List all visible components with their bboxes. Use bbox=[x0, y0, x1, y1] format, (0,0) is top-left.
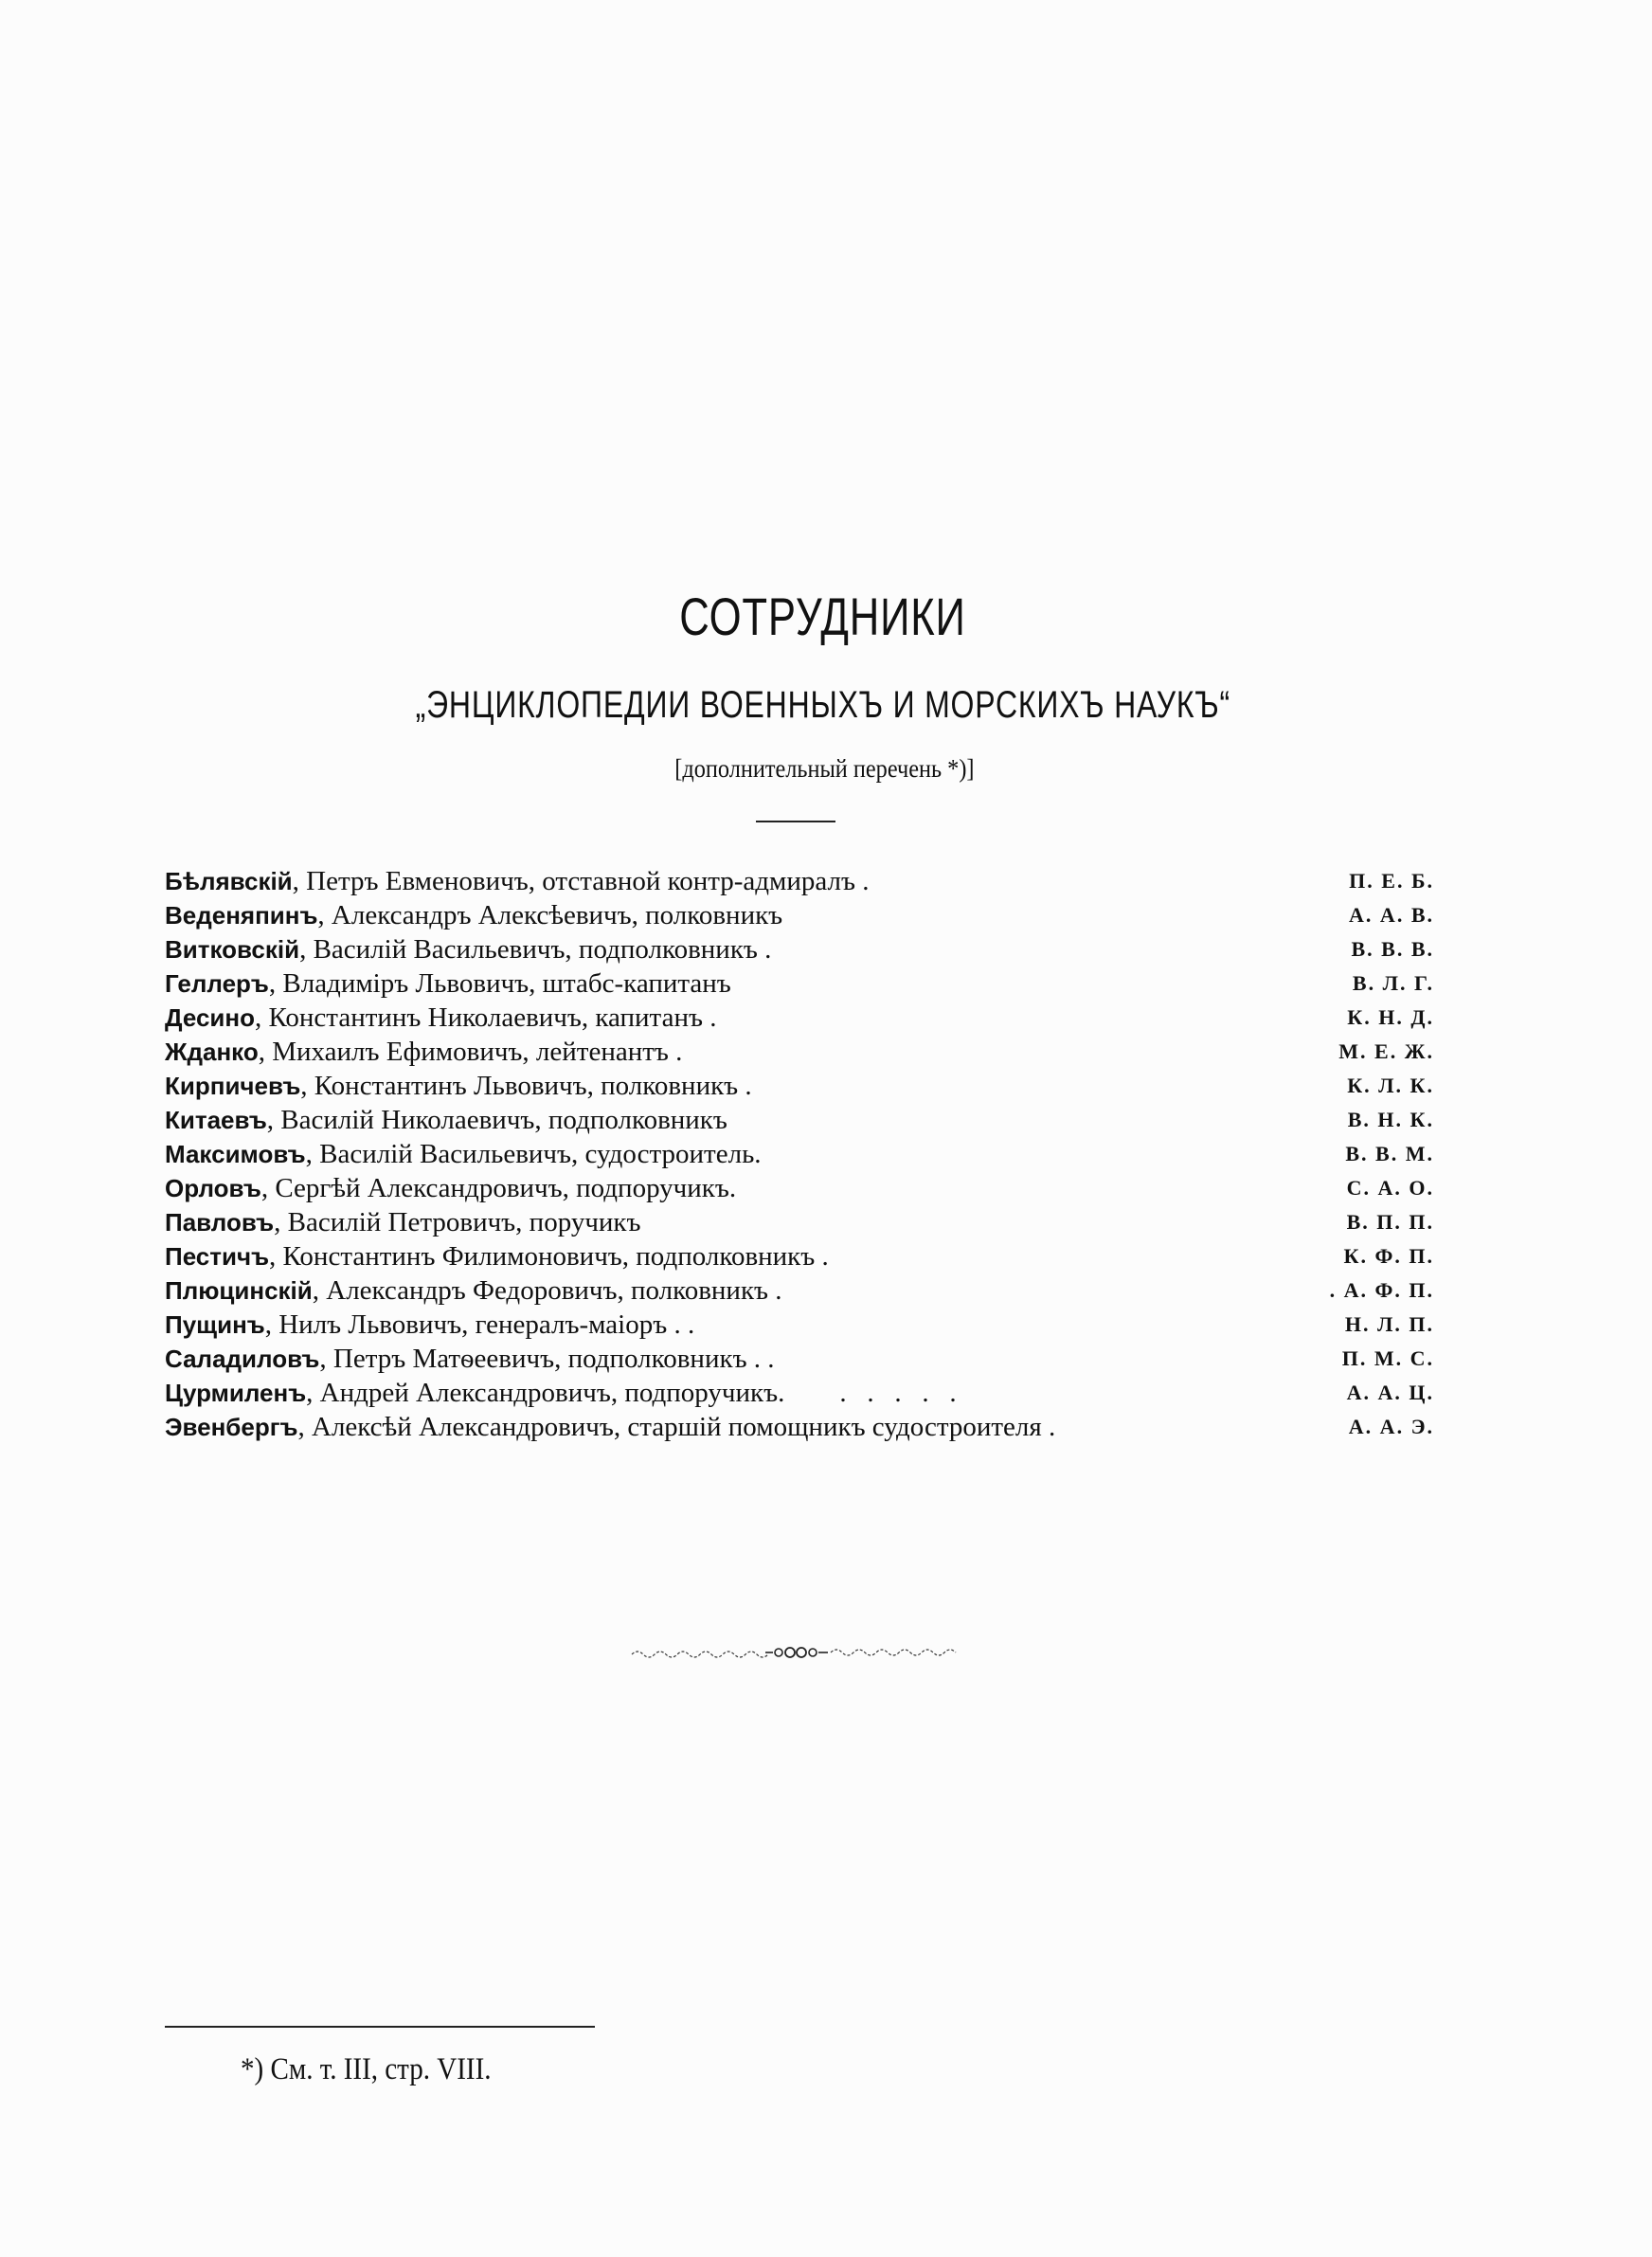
contributor-initials: А. А. Ц. bbox=[1346, 1381, 1434, 1404]
contributor-details: , Нилъ Львовичъ, генералъ-маіоръ . . bbox=[264, 1309, 695, 1340]
list-item bbox=[165, 1137, 1434, 1171]
contributor-surname: Веденяпинъ bbox=[165, 901, 318, 930]
contributor-initials: В. Н. К. bbox=[1347, 1108, 1434, 1131]
contributor-details: , Василій Николаевичъ, подполковникъ bbox=[266, 1105, 727, 1135]
list-item bbox=[165, 1035, 1434, 1069]
page-title: СОТРУДНИКИ bbox=[679, 587, 966, 646]
contributor-details: , Михаилъ Ефимовичъ, лейтенантъ . bbox=[258, 1037, 683, 1067]
contributor-initials: С. А. О. bbox=[1346, 1176, 1434, 1200]
contributor-details: , Петръ Матѳеевичъ, подполковникъ . . bbox=[319, 1344, 775, 1374]
list-item bbox=[165, 966, 1434, 1001]
contributor-surname: Эвенбергъ bbox=[165, 1413, 298, 1441]
ornament-divider bbox=[627, 1641, 968, 1664]
contributor-initials: А. А. В. bbox=[1349, 903, 1434, 927]
list-item bbox=[165, 1376, 1434, 1410]
list-item bbox=[165, 1239, 1434, 1273]
contributor-surname: Павловъ bbox=[165, 1208, 275, 1237]
contributor-surname: Саладиловъ bbox=[165, 1345, 320, 1373]
contributor-details: , Константинъ Филимоновичъ, подполковникъ . bbox=[269, 1241, 829, 1272]
contributor-details: , Алексѣй Александровичъ, старшій помощникъ судостроителя . bbox=[297, 1412, 1056, 1442]
title-divider bbox=[756, 821, 835, 822]
contributor-surname: Плюцинскій bbox=[165, 1276, 313, 1305]
contributor-initials: В. П. П. bbox=[1346, 1210, 1434, 1234]
contributor-details: , Петръ Евменовичъ, отставной контр-адмиралъ . bbox=[292, 866, 870, 896]
contributor-initials: К. Ф. П. bbox=[1343, 1244, 1434, 1268]
list-note: [дополнительный перечень *)] bbox=[674, 754, 975, 783]
contributor-initials: К. Н. Д. bbox=[1347, 1005, 1434, 1029]
list-item bbox=[165, 1171, 1434, 1205]
contributor-details: , Александръ Алексѣевичъ, полковникъ bbox=[317, 900, 783, 930]
contributor-surname: Пестичъ bbox=[165, 1242, 270, 1271]
footnote: *) См. т. III, стр. VIII. bbox=[241, 2052, 492, 2086]
footnote-divider bbox=[165, 2026, 595, 2028]
contributor-details: , Константинъ Николаевичъ, капитанъ . bbox=[255, 1002, 717, 1033]
contributor-surname: Десино bbox=[165, 1003, 255, 1032]
contributor-surname: Витковскій bbox=[165, 935, 300, 964]
contributor-initials: В. Л. Г. bbox=[1352, 971, 1434, 995]
list-item bbox=[165, 1205, 1434, 1239]
contributor-initials: П. Е. Б. bbox=[1349, 869, 1434, 893]
contributors-list bbox=[165, 864, 1434, 1444]
contributor-initials: М. Е. Ж. bbox=[1338, 1039, 1434, 1063]
contributor-details: , Василій Петровичъ, поручикъ bbox=[274, 1207, 641, 1237]
contributor-details: , Андрей Александровичъ, подпоручикъ. . . . . . bbox=[306, 1378, 957, 1408]
contributor-surname: Цурмиленъ bbox=[165, 1379, 307, 1407]
page-subtitle: „ЭНЦИКЛОПЕДИИ ВОЕННЫХЪ И МОРСКИХЪ НАУКЪ“ bbox=[415, 684, 1230, 726]
contributor-initials: В. В. М. bbox=[1345, 1142, 1434, 1165]
contributor-surname: Максимовъ bbox=[165, 1140, 306, 1168]
contributor-initials: П. М. С. bbox=[1341, 1346, 1434, 1370]
contributor-initials: . А. Ф. П. bbox=[1329, 1278, 1434, 1302]
list-item bbox=[165, 1069, 1434, 1103]
contributor-initials: Н. Л. П. bbox=[1344, 1312, 1434, 1336]
contributor-surname: Геллеръ bbox=[165, 969, 269, 998]
contributor-surname: Бѣлявскій bbox=[165, 867, 293, 895]
contributor-initials: К. Л. К. bbox=[1347, 1074, 1434, 1097]
contributor-details: , Владиміръ Львовичъ, штабс-капитанъ bbox=[268, 968, 731, 999]
contributor-surname: Китаевъ bbox=[165, 1106, 267, 1134]
contributor-surname: Пущинъ bbox=[165, 1310, 265, 1339]
contributor-details: , Василій Васильевичъ, подполковникъ . bbox=[299, 934, 772, 965]
list-item bbox=[165, 1103, 1434, 1137]
contributor-initials: А. А. Э. bbox=[1348, 1415, 1434, 1438]
contributor-surname: Орловъ bbox=[165, 1174, 261, 1202]
contributor-details: , Александръ Федоровичъ, полковникъ . bbox=[312, 1275, 782, 1306]
contributor-details: , Константинъ Львовичъ, полковникъ . bbox=[300, 1071, 752, 1101]
contributor-details: , Василій Васильевичъ, судостроитель. bbox=[305, 1139, 762, 1169]
list-item bbox=[165, 864, 1434, 898]
list-item bbox=[165, 1308, 1434, 1342]
list-item bbox=[165, 898, 1434, 932]
contributor-surname: Кирпичевъ bbox=[165, 1072, 301, 1100]
contributor-surname: Жданко bbox=[165, 1038, 259, 1066]
list-item bbox=[165, 1001, 1434, 1035]
list-item bbox=[165, 1410, 1434, 1444]
contributor-details: , Сергѣй Александровичъ, подпоручикъ. bbox=[260, 1173, 737, 1203]
list-item bbox=[165, 1273, 1434, 1308]
contributor-initials: В. В. В. bbox=[1351, 937, 1434, 961]
list-item bbox=[165, 932, 1434, 966]
list-item bbox=[165, 1342, 1434, 1376]
